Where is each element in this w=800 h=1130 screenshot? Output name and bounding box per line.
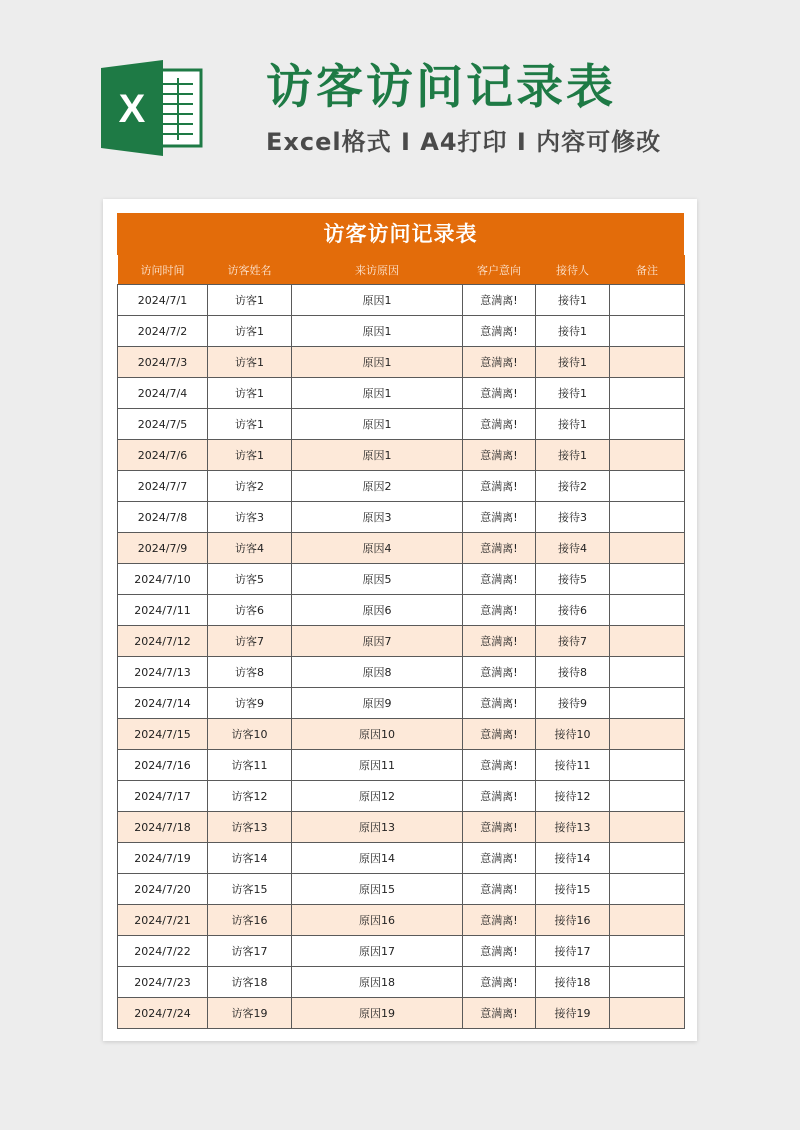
excel-logo-icon [101, 60, 205, 156]
column-header: 备注 [610, 255, 685, 285]
table-cell[interactable]: 2024/7/20 [118, 874, 208, 905]
table-cell[interactable]: 访客15 [208, 874, 292, 905]
table-cell[interactable]: 意满离! [463, 688, 536, 719]
table-cell[interactable]: 2024/7/24 [118, 998, 208, 1029]
table-cell[interactable]: 访客14 [208, 843, 292, 874]
table-cell[interactable]: 接待15 [536, 874, 610, 905]
table-cell[interactable]: 原因1 [292, 440, 463, 471]
table-cell[interactable] [610, 564, 685, 595]
table-cell[interactable]: 意满离! [463, 378, 536, 409]
table-cell[interactable]: 2024/7/15 [118, 719, 208, 750]
table-cell[interactable]: 接待16 [536, 905, 610, 936]
table-row [118, 316, 685, 347]
table-cell[interactable] [610, 874, 685, 905]
table-cell[interactable]: 意满离! [463, 409, 536, 440]
table-cell[interactable]: 原因17 [292, 936, 463, 967]
table-cell[interactable]: 访客17 [208, 936, 292, 967]
table-row [118, 502, 685, 533]
table-cell[interactable]: 原因12 [292, 781, 463, 812]
table-row [118, 626, 685, 657]
table-cell[interactable] [610, 502, 685, 533]
visitor-table [117, 255, 685, 1029]
table-cell[interactable]: 2024/7/19 [118, 843, 208, 874]
table-cell[interactable]: 访客2 [208, 471, 292, 502]
table-cell[interactable]: 接待19 [536, 998, 610, 1029]
table-cell[interactable] [610, 626, 685, 657]
table-cell[interactable]: 2024/7/17 [118, 781, 208, 812]
table-cell[interactable]: 原因16 [292, 905, 463, 936]
table-row [118, 595, 685, 626]
table-cell[interactable]: 接待14 [536, 843, 610, 874]
table-cell[interactable] [610, 533, 685, 564]
table-cell[interactable]: 原因1 [292, 347, 463, 378]
table-row [118, 440, 685, 471]
table-cell[interactable]: 2024/7/12 [118, 626, 208, 657]
table-cell[interactable]: 接待17 [536, 936, 610, 967]
logo-letter: X [118, 87, 146, 131]
table-row [118, 905, 685, 936]
table-cell[interactable] [610, 936, 685, 967]
table-cell[interactable]: 访客19 [208, 998, 292, 1029]
table-cell[interactable]: 访客18 [208, 967, 292, 998]
table-cell[interactable]: 访客13 [208, 812, 292, 843]
table-cell[interactable]: 访客7 [208, 626, 292, 657]
table-cell[interactable]: 访客1 [208, 316, 292, 347]
table-cell[interactable] [610, 285, 685, 316]
table-cell[interactable]: 意满离! [463, 626, 536, 657]
sheet-title: 访客访问记录表 [117, 213, 684, 255]
table-row [118, 967, 685, 998]
table-cell[interactable]: 意满离! [463, 967, 536, 998]
table-cell[interactable]: 意满离! [463, 502, 536, 533]
table-cell[interactable] [610, 812, 685, 843]
table-cell[interactable]: 原因10 [292, 719, 463, 750]
table-cell[interactable]: 接待11 [536, 750, 610, 781]
table-cell[interactable]: 原因4 [292, 533, 463, 564]
table-row [118, 564, 685, 595]
table-cell[interactable]: 原因6 [292, 595, 463, 626]
table-cell[interactable]: 2024/7/4 [118, 378, 208, 409]
table-row [118, 471, 685, 502]
table-cell[interactable]: 原因19 [292, 998, 463, 1029]
table-cell[interactable]: 访客1 [208, 409, 292, 440]
table-cell[interactable]: 接待13 [536, 812, 610, 843]
table-cell[interactable]: 意满离! [463, 750, 536, 781]
table-cell[interactable] [610, 471, 685, 502]
table-cell[interactable]: 2024/7/9 [118, 533, 208, 564]
table-cell[interactable]: 意满离! [463, 440, 536, 471]
table-cell[interactable]: 访客6 [208, 595, 292, 626]
column-header: 访问时间 [118, 255, 208, 285]
table-cell[interactable]: 意满离! [463, 564, 536, 595]
table-row [118, 843, 685, 874]
table-cell[interactable] [610, 781, 685, 812]
table-cell[interactable]: 2024/7/3 [118, 347, 208, 378]
table-cell[interactable]: 原因5 [292, 564, 463, 595]
table-cell[interactable]: 访客11 [208, 750, 292, 781]
table-row [118, 533, 685, 564]
table-cell[interactable] [610, 750, 685, 781]
table-cell[interactable]: 意满离! [463, 719, 536, 750]
table-cell[interactable]: 原因1 [292, 409, 463, 440]
table-cell[interactable] [610, 905, 685, 936]
table-cell[interactable] [610, 316, 685, 347]
table-cell[interactable]: 2024/7/6 [118, 440, 208, 471]
table-row [118, 285, 685, 316]
table-cell[interactable] [610, 595, 685, 626]
table-cell[interactable]: 接待1 [536, 378, 610, 409]
table-cell[interactable]: 接待7 [536, 626, 610, 657]
table-cell[interactable]: 2024/7/13 [118, 657, 208, 688]
table-cell[interactable]: 接待6 [536, 595, 610, 626]
table-row [118, 688, 685, 719]
column-header: 来访原因 [292, 255, 463, 285]
table-cell[interactable]: 2024/7/14 [118, 688, 208, 719]
table-cell[interactable]: 接待1 [536, 409, 610, 440]
table-body [118, 285, 685, 1029]
table-cell[interactable]: 访客1 [208, 285, 292, 316]
table-row [118, 812, 685, 843]
table-cell[interactable]: 2024/7/11 [118, 595, 208, 626]
table-cell[interactable]: 接待12 [536, 781, 610, 812]
table-row [118, 998, 685, 1029]
table-cell[interactable] [610, 719, 685, 750]
table-cell[interactable] [610, 409, 685, 440]
table-cell[interactable]: 原因9 [292, 688, 463, 719]
table-cell[interactable]: 原因8 [292, 657, 463, 688]
table-cell[interactable]: 原因13 [292, 812, 463, 843]
table-cell[interactable]: 原因14 [292, 843, 463, 874]
table-cell[interactable] [610, 688, 685, 719]
table-cell[interactable]: 接待4 [536, 533, 610, 564]
table-cell[interactable]: 意满离! [463, 812, 536, 843]
table-cell[interactable]: 访客4 [208, 533, 292, 564]
table-cell[interactable]: 原因3 [292, 502, 463, 533]
table-cell[interactable] [610, 843, 685, 874]
table-cell[interactable]: 2024/7/21 [118, 905, 208, 936]
table-cell[interactable]: 2024/7/2 [118, 316, 208, 347]
table-cell[interactable]: 原因7 [292, 626, 463, 657]
table-cell[interactable]: 原因1 [292, 378, 463, 409]
table-cell[interactable] [610, 657, 685, 688]
column-header: 客户意向 [463, 255, 536, 285]
table-cell[interactable]: 意满离! [463, 781, 536, 812]
page-subtitle: Excel格式 I A4打印 I 内容可修改 [266, 128, 662, 156]
banner [0, 0, 800, 190]
table-cell[interactable]: 访客10 [208, 719, 292, 750]
table-row [118, 750, 685, 781]
table-row [118, 719, 685, 750]
table-cell[interactable]: 意满离! [463, 657, 536, 688]
record-sheet [117, 213, 684, 1029]
column-header: 访客姓名 [208, 255, 292, 285]
table-cell[interactable]: 接待3 [536, 502, 610, 533]
table-cell[interactable]: 接待5 [536, 564, 610, 595]
table-cell[interactable]: 原因1 [292, 316, 463, 347]
table-cell[interactable]: 意满离! [463, 595, 536, 626]
table-row [118, 347, 685, 378]
table-cell[interactable]: 原因18 [292, 967, 463, 998]
table-cell[interactable]: 原因11 [292, 750, 463, 781]
table-cell[interactable]: 接待1 [536, 285, 610, 316]
table-cell[interactable]: 接待1 [536, 316, 610, 347]
table-cell[interactable]: 意满离! [463, 998, 536, 1029]
table-cell[interactable] [610, 998, 685, 1029]
table-cell[interactable]: 原因2 [292, 471, 463, 502]
table-cell[interactable]: 2024/7/16 [118, 750, 208, 781]
table-row [118, 409, 685, 440]
table-cell[interactable]: 意满离! [463, 936, 536, 967]
table-cell[interactable]: 访客16 [208, 905, 292, 936]
table-cell[interactable] [610, 347, 685, 378]
table-row [118, 874, 685, 905]
table-cell[interactable] [610, 440, 685, 471]
table-cell[interactable]: 意满离! [463, 843, 536, 874]
table-row [118, 657, 685, 688]
table-cell[interactable]: 访客5 [208, 564, 292, 595]
table-cell[interactable]: 意满离! [463, 347, 536, 378]
table-cell[interactable]: 2024/7/18 [118, 812, 208, 843]
table-row [118, 781, 685, 812]
table-cell[interactable]: 2024/7/1 [118, 285, 208, 316]
table-cell[interactable]: 2024/7/5 [118, 409, 208, 440]
table-cell[interactable]: 接待2 [536, 471, 610, 502]
table-cell[interactable]: 原因15 [292, 874, 463, 905]
table-cell[interactable]: 访客1 [208, 378, 292, 409]
table-cell[interactable] [610, 378, 685, 409]
table-cell[interactable]: 接待9 [536, 688, 610, 719]
table-cell[interactable]: 访客3 [208, 502, 292, 533]
table-cell[interactable]: 意满离! [463, 905, 536, 936]
table-row [118, 378, 685, 409]
table-cell[interactable]: 接待10 [536, 719, 610, 750]
table-cell[interactable]: 2024/7/7 [118, 471, 208, 502]
table-cell[interactable]: 访客8 [208, 657, 292, 688]
table-row [118, 936, 685, 967]
table-cell[interactable]: 接待1 [536, 347, 610, 378]
table-cell[interactable]: 意满离! [463, 533, 536, 564]
table-cell[interactable]: 2024/7/8 [118, 502, 208, 533]
column-header: 接待人 [536, 255, 610, 285]
table-cell[interactable]: 意满离! [463, 285, 536, 316]
table-header-row [118, 255, 685, 285]
table-cell[interactable]: 2024/7/10 [118, 564, 208, 595]
table-cell[interactable]: 接待8 [536, 657, 610, 688]
table-cell[interactable]: 意满离! [463, 316, 536, 347]
table-cell[interactable]: 访客12 [208, 781, 292, 812]
page-title: 访客访问记录表 [266, 60, 616, 115]
table-cell[interactable]: 访客1 [208, 440, 292, 471]
table-cell[interactable]: 2024/7/23 [118, 967, 208, 998]
table-cell[interactable] [610, 967, 685, 998]
table-cell[interactable]: 接待1 [536, 440, 610, 471]
table-cell[interactable]: 意满离! [463, 471, 536, 502]
table-cell[interactable]: 访客1 [208, 347, 292, 378]
table-cell[interactable]: 意满离! [463, 874, 536, 905]
table-cell[interactable]: 原因1 [292, 285, 463, 316]
table-cell[interactable]: 接待18 [536, 967, 610, 998]
table-cell[interactable]: 访客9 [208, 688, 292, 719]
table-cell[interactable]: 2024/7/22 [118, 936, 208, 967]
